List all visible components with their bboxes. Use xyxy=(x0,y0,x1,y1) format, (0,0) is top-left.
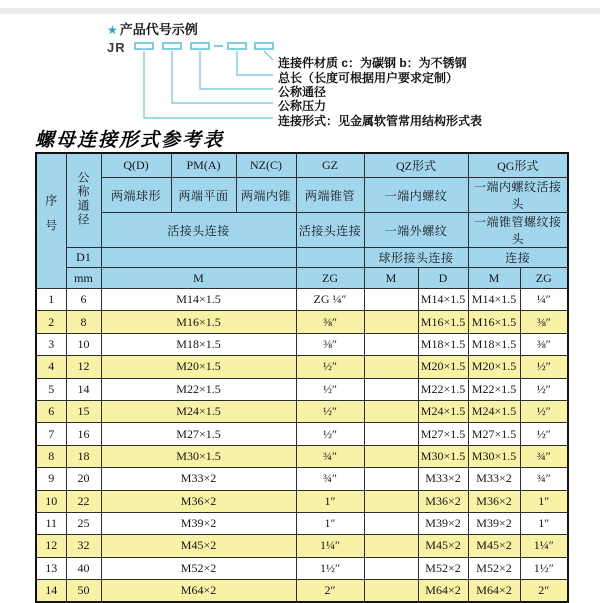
label-nominal-press: 公称压力 xyxy=(278,99,327,113)
qz-d-cell: M36×2 xyxy=(418,490,468,512)
header-sub-nzc: 两端内锥 xyxy=(236,178,296,213)
table-row xyxy=(36,311,568,333)
qz-m-cell xyxy=(364,580,418,603)
qz-d-cell: M64×2 xyxy=(418,580,468,603)
dn-mm-cell: 14 xyxy=(66,378,101,400)
header-sub-qd: 两端球形 xyxy=(101,178,171,213)
m-thread-cell: M14×1.5 xyxy=(101,289,296,311)
m-thread-cell: M64×2 xyxy=(101,580,296,603)
qg-m-cell: M33×2 xyxy=(468,468,520,490)
qz-m-cell xyxy=(364,333,418,355)
header-unit-mm: mm xyxy=(66,268,101,289)
row-number-cell: 14 xyxy=(36,580,66,603)
table-row xyxy=(36,490,568,512)
gz-zg-cell: ⅜″ xyxy=(296,311,364,333)
dn-mm-cell: 15 xyxy=(66,400,101,422)
m-thread-cell: M22×1.5 xyxy=(101,378,296,400)
header-sub-qz1: 一端内螺纹 xyxy=(364,178,468,213)
dn-mm-cell: 12 xyxy=(66,356,101,378)
qg-zg-cell: ½″ xyxy=(520,423,568,445)
qg-zg-cell: 1″ xyxy=(520,490,568,512)
qz-m-cell xyxy=(364,445,418,467)
header-row-1 xyxy=(36,153,568,178)
label-conn-form: 连接形式：见金属软管常用结构形式表 xyxy=(278,114,483,128)
row-number-cell: 8 xyxy=(36,445,66,467)
dn-mm-cell: 10 xyxy=(66,333,101,355)
qz-d-cell: M22×1.5 xyxy=(418,378,468,400)
label-material: 连接件材质 c：为碳钢 b：为不锈钢 xyxy=(278,56,467,70)
m-thread-cell: M45×2 xyxy=(101,535,296,557)
qz-d-cell: M33×2 xyxy=(418,468,468,490)
gz-zg-cell: ½″ xyxy=(296,378,364,400)
table-row xyxy=(36,356,568,378)
qg-m-cell: M52×2 xyxy=(468,557,520,579)
qz-m-cell xyxy=(364,289,418,311)
header-sub-qg2: 一端锥管螺纹接头 xyxy=(468,213,568,248)
header-conn-left: 活接头连接 xyxy=(101,213,296,248)
qg-zg-cell: ¾″ xyxy=(520,445,568,467)
table-title: 螺母连接形式参考表 xyxy=(35,129,225,151)
header-col-pma: PM(A) xyxy=(171,153,236,178)
header-unit-qz-d: D xyxy=(418,268,468,289)
dn-mm-cell: 18 xyxy=(66,445,101,467)
table-row xyxy=(36,400,568,422)
m-thread-cell: M36×2 xyxy=(101,490,296,512)
qz-d-cell: M45×2 xyxy=(418,535,468,557)
qz-d-cell: M39×2 xyxy=(418,512,468,534)
gz-zg-cell: ½″ xyxy=(296,423,364,445)
qz-d-cell: M24×1.5 xyxy=(418,400,468,422)
row-number-cell: 13 xyxy=(36,557,66,579)
dn-mm-cell: 50 xyxy=(66,580,101,603)
gz-zg-cell: ½″ xyxy=(296,400,364,422)
qz-m-cell xyxy=(364,311,418,333)
row-number-cell: 1 xyxy=(36,289,66,311)
qg-zg-cell: ¾″ xyxy=(520,468,568,490)
qg-m-cell: M24×1.5 xyxy=(468,400,520,422)
m-thread-cell: M18×1.5 xyxy=(101,333,296,355)
qg-zg-cell: ½″ xyxy=(520,400,568,422)
header-unit-m: M xyxy=(101,268,296,289)
qz-m-cell xyxy=(364,378,418,400)
row-number-cell: 12 xyxy=(36,535,66,557)
qg-m-cell: M30×1.5 xyxy=(468,445,520,467)
table-row xyxy=(36,289,568,311)
qg-m-cell: M16×1.5 xyxy=(468,311,520,333)
m-thread-cell: M39×2 xyxy=(101,512,296,534)
qz-d-cell: M16×1.5 xyxy=(418,311,468,333)
product-code-prefix: JR xyxy=(107,40,126,55)
qz-d-cell: M14×1.5 xyxy=(418,289,468,311)
label-total-length: 总长（长度可根据用户要求定制） xyxy=(278,71,459,85)
dn-mm-cell: 40 xyxy=(66,557,101,579)
table-row xyxy=(36,468,568,490)
m-thread-cell: M30×1.5 xyxy=(101,445,296,467)
row-number-cell: 9 xyxy=(36,468,66,490)
qz-m-cell xyxy=(364,423,418,445)
gz-zg-cell: ¾″ xyxy=(296,445,364,467)
m-thread-cell: M33×2 xyxy=(101,468,296,490)
row-number-cell: 2 xyxy=(36,311,66,333)
header-unit-gz-zg: ZG xyxy=(296,268,364,289)
header-col-gz: GZ xyxy=(296,153,364,178)
qz-d-cell: M52×2 xyxy=(418,557,468,579)
qg-zg-cell: ½″ xyxy=(520,378,568,400)
gz-zg-cell: ZG ¼″ xyxy=(296,289,364,311)
row-number-cell: 7 xyxy=(36,423,66,445)
dn-mm-cell: 25 xyxy=(66,512,101,534)
header-sub-pma: 两端平面 xyxy=(171,178,236,213)
qg-m-cell: M20×1.5 xyxy=(468,356,520,378)
gz-zg-cell: ½″ xyxy=(296,356,364,378)
qg-zg-cell: ⅜″ xyxy=(520,311,568,333)
qz-d-cell: M30×1.5 xyxy=(418,445,468,467)
qg-m-cell: M22×1.5 xyxy=(468,378,520,400)
row-number-cell: 4 xyxy=(36,356,66,378)
dn-mm-cell: 16 xyxy=(66,423,101,445)
qg-m-cell: M27×1.5 xyxy=(468,423,520,445)
header-conn-qz: 球形接头连接 xyxy=(364,248,468,268)
table-row xyxy=(36,557,568,579)
qg-m-cell: M36×2 xyxy=(468,490,520,512)
qz-m-cell xyxy=(364,490,418,512)
header-col-qz: QZ形式 xyxy=(364,153,468,178)
table-row xyxy=(36,580,568,603)
star-icon: ★ xyxy=(107,23,118,37)
qz-m-cell xyxy=(364,512,418,534)
qz-d-cell: M18×1.5 xyxy=(418,333,468,355)
header-conn-qg: 连接 xyxy=(468,248,568,268)
header-empty-gz xyxy=(296,248,364,268)
qz-m-cell xyxy=(364,400,418,422)
header-conn-gz: 活接头连接 xyxy=(296,213,364,248)
table-row xyxy=(36,333,568,355)
header-d1: D1 xyxy=(66,248,101,268)
label-nominal-dia: 公称通径 xyxy=(278,85,327,99)
header-col-nzc: NZ(C) xyxy=(236,153,296,178)
dn-mm-cell: 6 xyxy=(66,289,101,311)
header-row-5 xyxy=(36,268,568,289)
qg-zg-cell: 1½″ xyxy=(520,557,568,579)
product-code-heading-text: 产品代号示例 xyxy=(119,22,198,37)
header-sub-gz: 两端锥管 xyxy=(296,178,364,213)
qz-m-cell xyxy=(364,356,418,378)
qg-zg-cell: 2″ xyxy=(520,580,568,603)
qg-zg-cell: ⅜″ xyxy=(520,333,568,355)
gz-zg-cell: 1″ xyxy=(296,512,364,534)
qz-d-cell: M20×1.5 xyxy=(418,356,468,378)
header-empty-left xyxy=(101,248,296,268)
header-row-3 xyxy=(36,213,568,248)
qg-m-cell: M64×2 xyxy=(468,580,520,603)
table-row xyxy=(36,512,568,534)
qz-m-cell xyxy=(364,535,418,557)
row-number-cell: 10 xyxy=(36,490,66,512)
row-number-cell: 3 xyxy=(36,333,66,355)
m-thread-cell: M52×2 xyxy=(101,557,296,579)
header-col-qd: Q(D) xyxy=(101,153,171,178)
header-seq: 序号 xyxy=(36,153,66,289)
table-row xyxy=(36,378,568,400)
table-row xyxy=(36,423,568,445)
m-thread-cell: M24×1.5 xyxy=(101,400,296,422)
qg-m-cell: M39×2 xyxy=(468,512,520,534)
table-row xyxy=(36,535,568,557)
gz-zg-cell: 2″ xyxy=(296,580,364,603)
dn-mm-cell: 20 xyxy=(66,468,101,490)
header-unit-qg-m: M xyxy=(468,268,520,289)
m-thread-cell: M16×1.5 xyxy=(101,311,296,333)
qg-zg-cell: ¼″ xyxy=(520,289,568,311)
qz-m-cell xyxy=(364,557,418,579)
header-unit-qg-zg: ZG xyxy=(520,268,568,289)
header-sub-qg1: 一端内螺纹活接头 xyxy=(468,178,568,213)
header-col-qg: QG形式 xyxy=(468,153,568,178)
qg-m-cell: M18×1.5 xyxy=(468,333,520,355)
gz-zg-cell: ⅜″ xyxy=(296,333,364,355)
qg-zg-cell: 1¼″ xyxy=(520,535,568,557)
qg-m-cell: M14×1.5 xyxy=(468,289,520,311)
header-sub-qz2: 一端外螺纹 xyxy=(364,213,468,248)
qg-zg-cell: 1″ xyxy=(520,512,568,534)
dn-mm-cell: 32 xyxy=(66,535,101,557)
qg-m-cell: M45×2 xyxy=(468,535,520,557)
gz-zg-cell: ¾″ xyxy=(296,468,364,490)
row-number-cell: 5 xyxy=(36,378,66,400)
row-number-cell: 6 xyxy=(36,400,66,422)
dn-mm-cell: 22 xyxy=(66,490,101,512)
nut-connection-table xyxy=(35,152,569,603)
m-thread-cell: M20×1.5 xyxy=(101,356,296,378)
gz-zg-cell: 1½″ xyxy=(296,557,364,579)
table-row xyxy=(36,445,568,467)
header-nominal-dia: 公称通径 xyxy=(66,153,101,248)
qz-d-cell: M27×1.5 xyxy=(418,423,468,445)
gz-zg-cell: 1¼″ xyxy=(296,535,364,557)
header-row-4 xyxy=(36,248,568,268)
qg-zg-cell: ½″ xyxy=(520,356,568,378)
qz-m-cell xyxy=(364,468,418,490)
m-thread-cell: M27×1.5 xyxy=(101,423,296,445)
header-row-2 xyxy=(36,178,568,213)
row-number-cell: 11 xyxy=(36,512,66,534)
gz-zg-cell: 1″ xyxy=(296,490,364,512)
dn-mm-cell: 8 xyxy=(66,311,101,333)
header-unit-qz-m: M xyxy=(364,268,418,289)
